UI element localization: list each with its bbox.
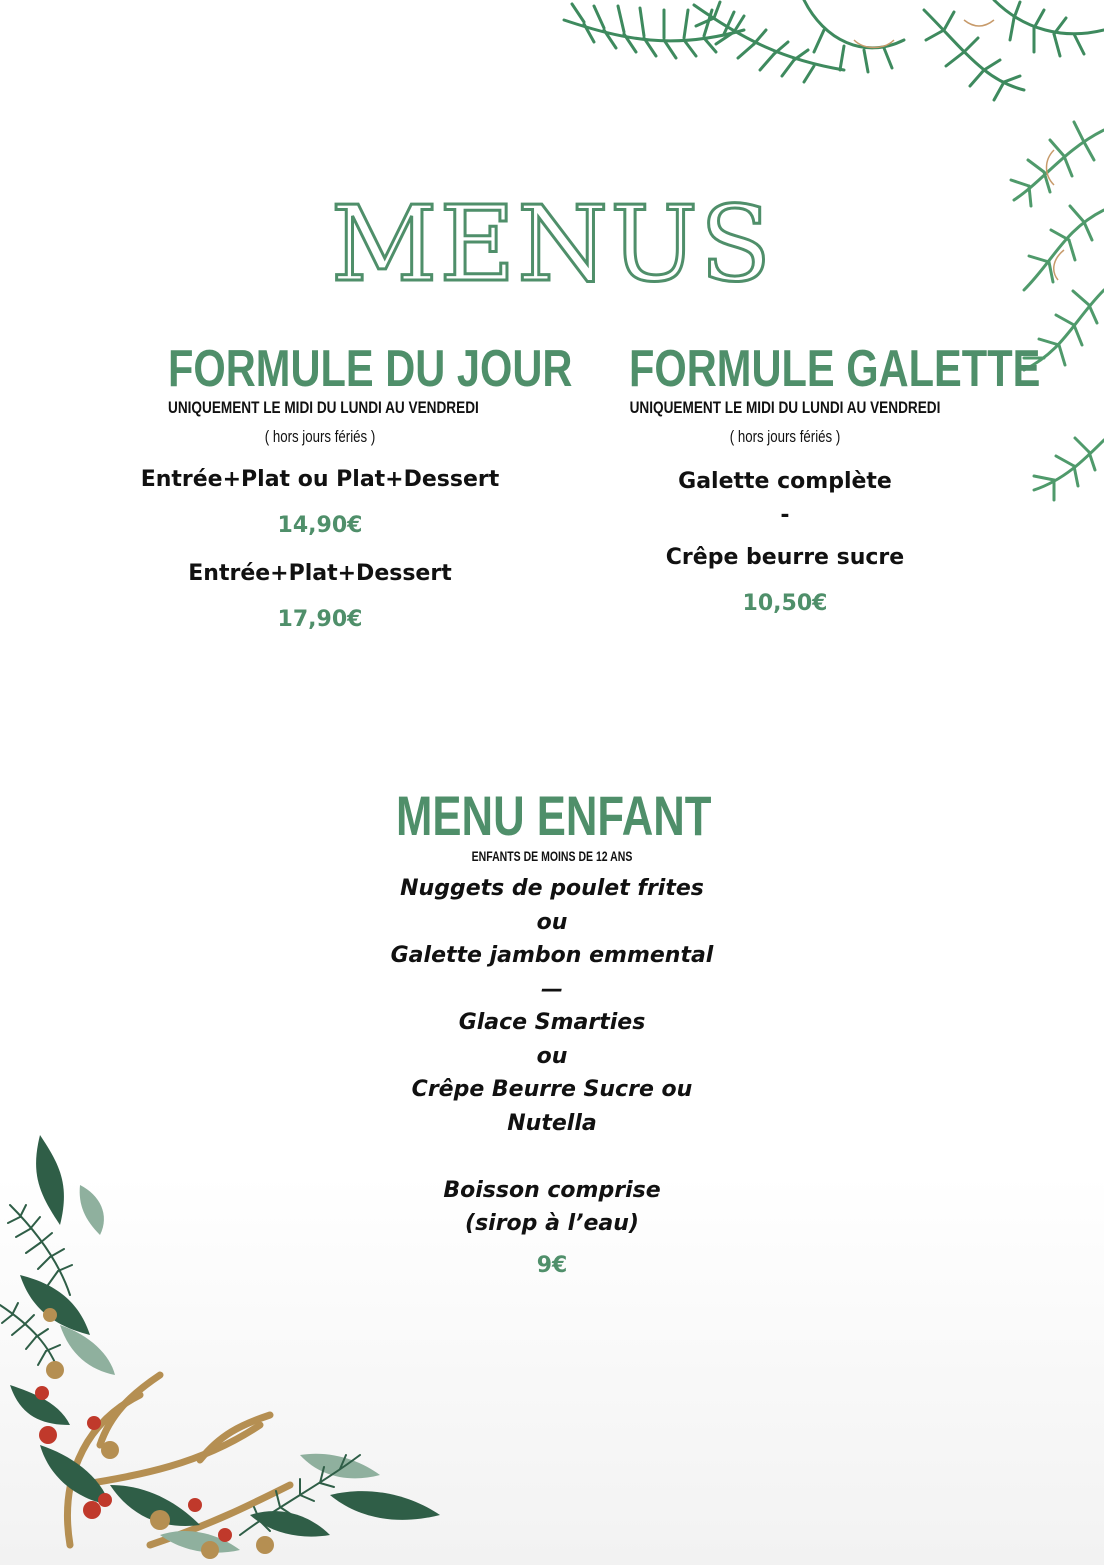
section-subtitle: UNIQUEMENT LE MIDI DU LUNDI AU VENDREDI [168,398,479,417]
section-title: FORMULE GALETTE [629,340,1041,398]
menu-separator: - [780,503,790,528]
menu-item: Galette complète [678,469,892,494]
formule-galette-section [590,340,1041,617]
menu-price: 14,90€ [277,513,363,538]
kids-menu-line [352,1140,752,1174]
kids-menu-line: Nuggets de poulet frites [400,876,704,901]
section-title: FORMULE DU JOUR [168,340,573,398]
menu-option: Entrée+Plat ou Plat+Dessert [140,467,500,492]
formule-du-jour-section [130,340,573,633]
page-title: MENUS [330,182,774,305]
section-note: ( hors jours fériés ) [264,427,376,446]
kids-menu-line: Nutella [507,1110,597,1136]
section-title: MENU ENFANT [396,784,712,847]
menu-price: 9€ [536,1252,568,1278]
kids-menu-line: Glace Smarties [458,1010,646,1035]
kids-menu-line: — [541,976,563,1002]
section-subtitle: UNIQUEMENT LE MIDI DU LUNDI AU VENDREDI [629,398,941,417]
menu-item: Crêpe beurre sucre [665,545,905,570]
kids-menu-line: Galette jambon emmental [390,943,714,968]
kids-menu-line: ou [536,909,568,935]
section-note: ( hors jours fériés ) [729,427,841,446]
kids-menu-line: (sirop à l’eau) [465,1211,639,1236]
menu-price: 17,90€ [277,607,363,632]
kids-menu-line: Crêpe Beurre Sucre ou [411,1077,693,1102]
section-subtitle: ENFANTS DE MOINS DE 12 ANS [471,848,633,864]
kids-menu-line: Boisson comprise [443,1177,661,1203]
menu-price: 10,50€ [742,591,828,616]
menu-enfant-section [352,786,752,1279]
menu-option: Entrée+Plat+Dessert [188,561,452,586]
kids-menu-list [352,872,752,1241]
kids-menu-line: ou [536,1043,568,1069]
